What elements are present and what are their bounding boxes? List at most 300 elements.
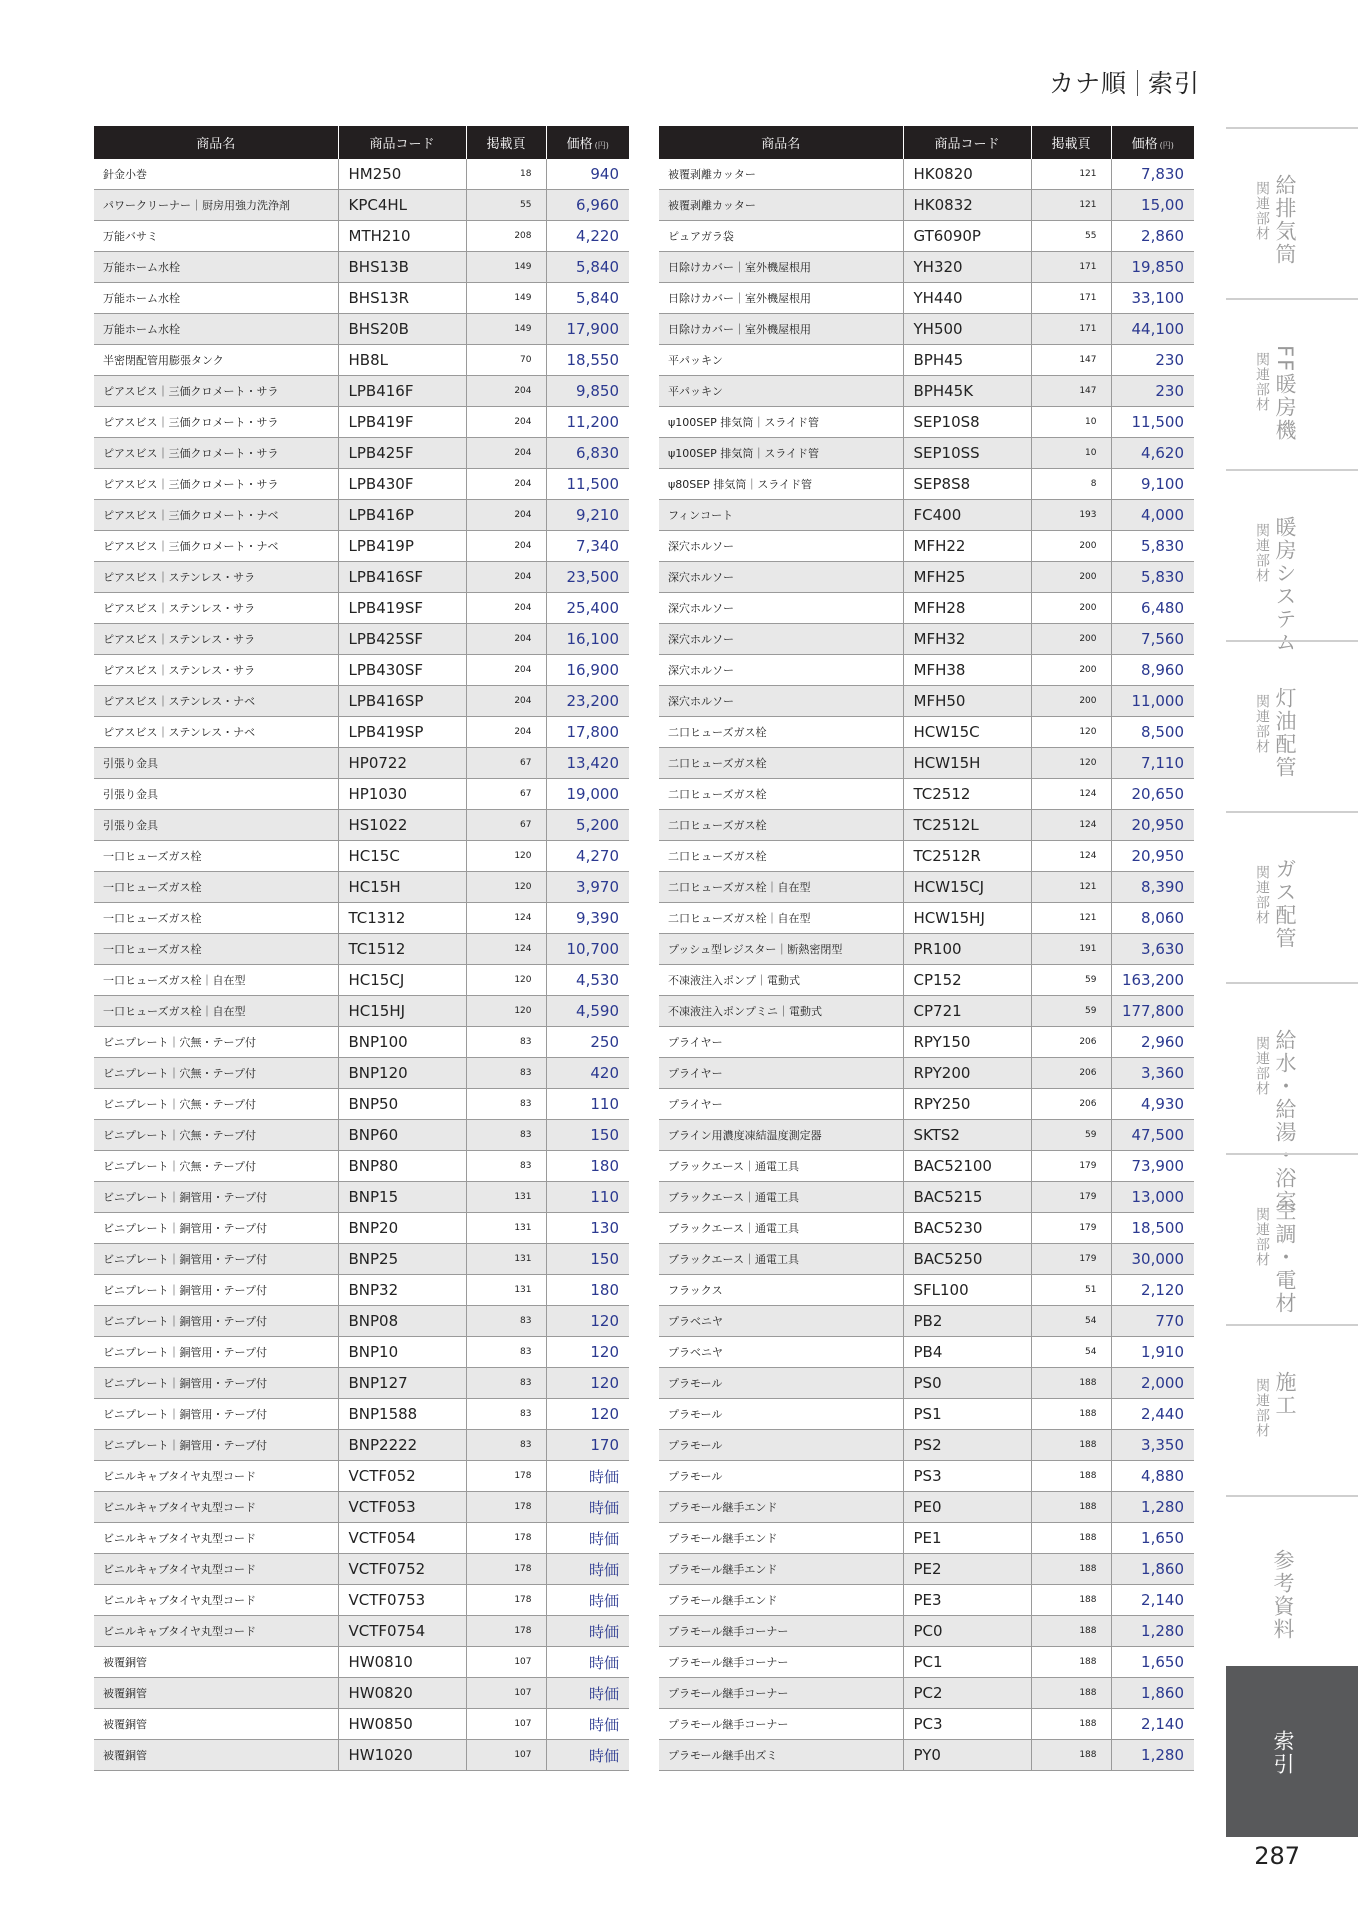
price-cell: 時価 [546, 1709, 629, 1740]
table-row [94, 655, 629, 686]
page-ref-cell: 120 [466, 841, 546, 872]
price-cell: 19,000 [546, 779, 629, 810]
price-cell: 18,550 [546, 345, 629, 376]
product-code-cell: MFH32 [903, 624, 1031, 655]
page-header [1000, 64, 1200, 100]
product-code-cell: PC3 [903, 1709, 1031, 1740]
product-name-cell: 深穴ホルソー [659, 686, 903, 717]
side-tab-label: 給水・給湯・浴室 [1273, 1029, 1297, 1213]
product-code-cell: RPY250 [903, 1089, 1031, 1120]
price-cell: 47,500 [1111, 1120, 1194, 1151]
product-code-cell: BNP50 [338, 1089, 466, 1120]
table-row [94, 779, 629, 810]
product-code-cell: BNP15 [338, 1182, 466, 1213]
product-code-cell: LPB416F [338, 376, 466, 407]
product-code-cell: LPB419F [338, 407, 466, 438]
side-tab-0[interactable] [1226, 127, 1358, 298]
product-code-cell: GT6090P [903, 221, 1031, 252]
page-ref-cell: 178 [466, 1616, 546, 1647]
product-name-cell: プラモール継手コーナー [659, 1678, 903, 1709]
side-tab-3[interactable] [1226, 640, 1358, 811]
page-ref-cell: 131 [466, 1244, 546, 1275]
side-tab-4[interactable] [1226, 811, 1358, 982]
side-tab-2[interactable] [1226, 469, 1358, 654]
product-name-cell: ピアスビス｜三価クロメート・サラ [94, 469, 338, 500]
table-row [659, 779, 1194, 810]
price-cell: 6,830 [546, 438, 629, 469]
product-name-cell: ピアスビス｜三価クロメート・ナベ [94, 500, 338, 531]
product-code-cell: PB2 [903, 1306, 1031, 1337]
table-row [94, 1182, 629, 1213]
table-row [94, 1058, 629, 1089]
product-name-cell: 日除けカバー｜室外機屋根用 [659, 283, 903, 314]
product-code-cell: YH500 [903, 314, 1031, 345]
page-ref-cell: 124 [466, 903, 546, 934]
price-cell: 420 [546, 1058, 629, 1089]
product-code-cell: VCTF052 [338, 1461, 466, 1492]
price-cell: 16,100 [546, 624, 629, 655]
page-ref-cell: 120 [466, 872, 546, 903]
product-code-cell: TC2512L [903, 810, 1031, 841]
product-name-cell: 二口ヒューズガス栓 [659, 810, 903, 841]
page-ref-cell: 149 [466, 252, 546, 283]
page-ref-cell: 131 [466, 1182, 546, 1213]
product-name-cell: ピアスビス｜三価クロメート・ナベ [94, 531, 338, 562]
product-name-cell: プライヤー [659, 1089, 903, 1120]
page-ref-cell: 200 [1031, 624, 1111, 655]
product-code-cell: HB8L [338, 345, 466, 376]
price-cell: 時価 [546, 1647, 629, 1678]
side-tab-sub-label: 関連部材 [1254, 352, 1270, 412]
page-ref-cell: 83 [466, 1306, 546, 1337]
product-code-cell: TC1312 [338, 903, 466, 934]
price-cell: 4,590 [546, 996, 629, 1027]
table-header-row [94, 126, 629, 159]
page-ref-cell: 171 [1031, 314, 1111, 345]
side-tab-7[interactable] [1226, 1324, 1358, 1495]
price-cell: 1,910 [1111, 1337, 1194, 1368]
price-cell: 163,200 [1111, 965, 1194, 996]
page-ref-cell: 188 [1031, 1368, 1111, 1399]
column-header-code: 商品コード [338, 126, 466, 159]
page-ref-cell: 204 [466, 438, 546, 469]
price-cell: 180 [546, 1275, 629, 1306]
table-row [94, 345, 629, 376]
table-row [94, 1709, 629, 1740]
page-ref-cell: 204 [466, 469, 546, 500]
product-name-cell: 被覆銅管 [94, 1647, 338, 1678]
page-ref-cell: 59 [1031, 965, 1111, 996]
page-ref-cell: 188 [1031, 1647, 1111, 1678]
product-name-cell: ピアスビス｜ステンレス・サラ [94, 655, 338, 686]
product-code-cell: YH320 [903, 252, 1031, 283]
page-ref-cell: 55 [1031, 221, 1111, 252]
page-ref-cell: 204 [466, 531, 546, 562]
product-name-cell: ビニルキャブタイヤ丸型コード [94, 1554, 338, 1585]
price-cell: 時価 [546, 1740, 629, 1771]
table-row [94, 1430, 629, 1461]
product-code-cell: HM250 [338, 159, 466, 190]
product-name-cell: 深穴ホルソー [659, 593, 903, 624]
table-row [659, 1089, 1194, 1120]
page-ref-cell: 188 [1031, 1554, 1111, 1585]
product-code-cell: PB4 [903, 1337, 1031, 1368]
page-ref-cell: 147 [1031, 376, 1111, 407]
index-table-left [94, 126, 629, 1771]
product-code-cell: VCTF053 [338, 1492, 466, 1523]
price-cell: 23,500 [546, 562, 629, 593]
page-ref-cell: 121 [1031, 159, 1111, 190]
page-ref-cell: 193 [1031, 500, 1111, 531]
price-cell: 110 [546, 1182, 629, 1213]
table-row [659, 1430, 1194, 1461]
table-row [659, 996, 1194, 1027]
price-cell: 30,000 [1111, 1244, 1194, 1275]
product-name-cell: 深穴ホルソー [659, 624, 903, 655]
price-cell: 1,280 [1111, 1616, 1194, 1647]
page-ref-cell: 121 [1031, 190, 1111, 221]
product-code-cell: MFH28 [903, 593, 1031, 624]
page-ref-cell: 147 [1031, 345, 1111, 376]
product-name-cell: ビニプレート｜銅管用・テープ付 [94, 1430, 338, 1461]
product-code-cell: HC15CJ [338, 965, 466, 996]
product-code-cell: BHS20B [338, 314, 466, 345]
price-cell: 770 [1111, 1306, 1194, 1337]
page-ref-cell: 120 [466, 965, 546, 996]
price-cell: 4,000 [1111, 500, 1194, 531]
table-row [94, 1523, 629, 1554]
product-code-cell: BAC5250 [903, 1244, 1031, 1275]
column-header-price-unit: (円) [594, 141, 609, 150]
table-row [94, 1306, 629, 1337]
side-tab-5[interactable] [1226, 982, 1358, 1213]
product-name-cell: 一口ヒューズガス栓 [94, 903, 338, 934]
product-code-cell: HK0820 [903, 159, 1031, 190]
product-code-cell: VCTF054 [338, 1523, 466, 1554]
product-code-cell: HW0850 [338, 1709, 466, 1740]
price-cell: 9,210 [546, 500, 629, 531]
page-ref-cell: 67 [466, 810, 546, 841]
header-divider [1137, 70, 1138, 96]
page-ref-cell: 83 [466, 1058, 546, 1089]
page-ref-cell: 121 [1031, 872, 1111, 903]
table-row [94, 1368, 629, 1399]
page-ref-cell: 200 [1031, 593, 1111, 624]
table-row [94, 965, 629, 996]
product-name-cell: プラモール継手コーナー [659, 1709, 903, 1740]
page-ref-cell: 124 [1031, 779, 1111, 810]
page-ref-cell: 204 [466, 500, 546, 531]
price-cell: 11,200 [546, 407, 629, 438]
table-row [659, 1709, 1194, 1740]
product-name-cell: 深穴ホルソー [659, 531, 903, 562]
price-cell: 120 [546, 1368, 629, 1399]
page-ref-cell: 121 [1031, 903, 1111, 934]
table-row [94, 1151, 629, 1182]
product-name-cell: 万能ホーム水栓 [94, 283, 338, 314]
price-cell: 時価 [546, 1616, 629, 1647]
page-ref-cell: 200 [1031, 531, 1111, 562]
product-name-cell: 引張り金具 [94, 748, 338, 779]
page-ref-cell: 188 [1031, 1399, 1111, 1430]
table-row [659, 159, 1194, 190]
price-cell: 5,830 [1111, 531, 1194, 562]
price-cell: 5,830 [1111, 562, 1194, 593]
product-name-cell: プラモール継手エンド [659, 1492, 903, 1523]
table-row [94, 407, 629, 438]
page-ref-cell: 206 [1031, 1027, 1111, 1058]
price-cell: 940 [546, 159, 629, 190]
page-ref-cell: 124 [1031, 841, 1111, 872]
product-code-cell: RPY150 [903, 1027, 1031, 1058]
column-header-price-unit: (円) [1159, 141, 1174, 150]
product-name-cell: 引張り金具 [94, 779, 338, 810]
product-name-cell: ビニプレート｜銅管用・テープ付 [94, 1399, 338, 1430]
page-ref-cell: 191 [1031, 934, 1111, 965]
price-cell: 150 [546, 1120, 629, 1151]
table-row [659, 1337, 1194, 1368]
table-row [659, 1523, 1194, 1554]
product-code-cell: BPH45K [903, 376, 1031, 407]
page-ref-cell: 204 [466, 407, 546, 438]
table-row [94, 469, 629, 500]
header-index: 索引 [1147, 69, 1200, 98]
price-cell: 4,620 [1111, 438, 1194, 469]
product-name-cell: 万能ホーム水栓 [94, 314, 338, 345]
table-row [659, 1213, 1194, 1244]
price-cell: 4,880 [1111, 1461, 1194, 1492]
page-ref-cell: 120 [466, 996, 546, 1027]
price-cell: 3,970 [546, 872, 629, 903]
page-ref-cell: 188 [1031, 1678, 1111, 1709]
product-name-cell: ビニプレート｜穴無・テープ付 [94, 1027, 338, 1058]
column-header-price [546, 126, 629, 159]
product-name-cell: フラックス [659, 1275, 903, 1306]
price-cell: 9,390 [546, 903, 629, 934]
price-cell: 25,400 [546, 593, 629, 624]
side-tab-6[interactable] [1226, 1153, 1358, 1324]
page-ref-cell: 83 [466, 1337, 546, 1368]
product-name-cell: 被覆銅管 [94, 1709, 338, 1740]
side-tab-label: 給排気筒 [1273, 174, 1297, 266]
side-tab-sub-label: 関連部材 [1254, 694, 1270, 754]
table-row [659, 1306, 1194, 1337]
table-row [659, 1275, 1194, 1306]
product-code-cell: BAC5215 [903, 1182, 1031, 1213]
table-row [659, 655, 1194, 686]
table-row [94, 1492, 629, 1523]
table-row [659, 748, 1194, 779]
table-row [659, 221, 1194, 252]
price-cell: 2,440 [1111, 1399, 1194, 1430]
side-tab-label: 施工 [1273, 1371, 1297, 1417]
product-name-cell: ビニプレート｜穴無・テープ付 [94, 1120, 338, 1151]
product-name-cell: ブラックエース｜通電工具 [659, 1213, 903, 1244]
product-name-cell: プラベニヤ [659, 1337, 903, 1368]
price-cell: 17,800 [546, 717, 629, 748]
table-row [659, 686, 1194, 717]
product-name-cell: 被覆銅管 [94, 1678, 338, 1709]
table-row [94, 717, 629, 748]
page-ref-cell: 179 [1031, 1151, 1111, 1182]
product-code-cell: BAC5230 [903, 1213, 1031, 1244]
table-row [94, 159, 629, 190]
table-row [94, 314, 629, 345]
product-name-cell: 二口ヒューズガス栓 [659, 841, 903, 872]
price-cell: 23,200 [546, 686, 629, 717]
product-code-cell: PE2 [903, 1554, 1031, 1585]
side-tab-1[interactable] [1226, 298, 1358, 469]
product-code-cell: BNP120 [338, 1058, 466, 1089]
page-ref-cell: 200 [1031, 562, 1111, 593]
price-cell: 1,280 [1111, 1492, 1194, 1523]
column-header-code: 商品コード [903, 126, 1031, 159]
table-row [94, 190, 629, 221]
product-code-cell: BNP08 [338, 1306, 466, 1337]
product-code-cell: BHS13R [338, 283, 466, 314]
product-code-cell: MFH50 [903, 686, 1031, 717]
product-name-cell: 被覆剥離カッター [659, 159, 903, 190]
page-ref-cell: 10 [1031, 407, 1111, 438]
table-row [94, 686, 629, 717]
product-code-cell: SKTS2 [903, 1120, 1031, 1151]
column-header-page: 掲載頁 [466, 126, 546, 159]
product-name-cell: ピアスビス｜ステンレス・ナベ [94, 686, 338, 717]
product-code-cell: SEP10SS [903, 438, 1031, 469]
table-body-left [94, 159, 629, 1771]
table-row [659, 934, 1194, 965]
page-ref-cell: 204 [466, 562, 546, 593]
price-cell: 3,630 [1111, 934, 1194, 965]
product-code-cell: TC2512R [903, 841, 1031, 872]
price-cell: 9,100 [1111, 469, 1194, 500]
table-row [659, 1027, 1194, 1058]
page-ref-cell: 83 [466, 1027, 546, 1058]
table-row [94, 1461, 629, 1492]
page-ref-cell: 107 [466, 1678, 546, 1709]
page-ref-cell: 54 [1031, 1337, 1111, 1368]
product-code-cell: PY0 [903, 1740, 1031, 1771]
price-cell: 3,360 [1111, 1058, 1194, 1089]
price-cell: 15,00 [1111, 190, 1194, 221]
page-ref-cell: 171 [1031, 283, 1111, 314]
product-name-cell: 一口ヒューズガス栓 [94, 934, 338, 965]
price-cell: 20,950 [1111, 841, 1194, 872]
table-row [94, 221, 629, 252]
side-tab-9[interactable] [1226, 1666, 1358, 1837]
price-cell: 7,340 [546, 531, 629, 562]
side-tab-sub-label: 関連部材 [1254, 1207, 1270, 1267]
product-name-cell: プラモール継手コーナー [659, 1616, 903, 1647]
product-code-cell: FC400 [903, 500, 1031, 531]
product-code-cell: LPB419SF [338, 593, 466, 624]
page-ref-cell: 124 [466, 934, 546, 965]
price-cell: 1,650 [1111, 1647, 1194, 1678]
side-tab-label: 暖房システム [1273, 516, 1297, 654]
product-code-cell: PS2 [903, 1430, 1031, 1461]
product-name-cell: ビニプレート｜穴無・テープ付 [94, 1089, 338, 1120]
product-code-cell: PC0 [903, 1616, 1031, 1647]
table-row [659, 1461, 1194, 1492]
price-cell: 20,650 [1111, 779, 1194, 810]
price-cell: 250 [546, 1027, 629, 1058]
price-cell: 2,140 [1111, 1709, 1194, 1740]
side-tab-sub-label: 関連部材 [1254, 865, 1270, 925]
price-cell: 1,860 [1111, 1678, 1194, 1709]
product-code-cell: MFH38 [903, 655, 1031, 686]
price-cell: 230 [1111, 345, 1194, 376]
page-ref-cell: 208 [466, 221, 546, 252]
price-cell: 33,100 [1111, 283, 1194, 314]
index-table-right [659, 126, 1194, 1771]
price-cell: 5,840 [546, 252, 629, 283]
product-name-cell: ビニプレート｜銅管用・テープ付 [94, 1368, 338, 1399]
product-name-cell: プッシュ型レジスター｜断熱密閉型 [659, 934, 903, 965]
product-code-cell: BNP2222 [338, 1430, 466, 1461]
product-name-cell: ブライン用濃度凍結温度測定器 [659, 1120, 903, 1151]
price-cell: 6,480 [1111, 593, 1194, 624]
product-code-cell: KPC4HL [338, 190, 466, 221]
side-tab-label: ガス配管 [1273, 858, 1297, 950]
page-ref-cell: 107 [466, 1647, 546, 1678]
table-row [94, 1120, 629, 1151]
side-tab-sub-label: 関連部材 [1254, 181, 1270, 241]
table-row [659, 1740, 1194, 1771]
product-code-cell: HCW15C [903, 717, 1031, 748]
product-name-cell: 被覆銅管 [94, 1740, 338, 1771]
product-code-cell: VCTF0754 [338, 1616, 466, 1647]
page-ref-cell: 178 [466, 1523, 546, 1554]
product-name-cell: プライヤー [659, 1027, 903, 1058]
price-cell: 8,060 [1111, 903, 1194, 934]
price-cell: 2,960 [1111, 1027, 1194, 1058]
table-row [94, 593, 629, 624]
table-row [659, 903, 1194, 934]
product-name-cell: ピアスビス｜三価クロメート・サラ [94, 407, 338, 438]
product-code-cell: PS0 [903, 1368, 1031, 1399]
table-row [94, 903, 629, 934]
price-cell: 7,110 [1111, 748, 1194, 779]
table-row [94, 1647, 629, 1678]
table-row [94, 934, 629, 965]
product-code-cell: HCW15H [903, 748, 1031, 779]
table-row [659, 1120, 1194, 1151]
table-row [659, 376, 1194, 407]
product-code-cell: CP721 [903, 996, 1031, 1027]
table-row [659, 1678, 1194, 1709]
price-cell: 2,140 [1111, 1585, 1194, 1616]
price-cell: 3,350 [1111, 1430, 1194, 1461]
side-tab-label: 灯油配管 [1273, 687, 1297, 779]
page-ref-cell: 67 [466, 779, 546, 810]
product-code-cell: BNP100 [338, 1027, 466, 1058]
price-cell: 8,960 [1111, 655, 1194, 686]
product-code-cell: LPB416SP [338, 686, 466, 717]
table-row [659, 1244, 1194, 1275]
product-name-cell: プラモール [659, 1368, 903, 1399]
table-row [659, 252, 1194, 283]
product-code-cell: VCTF0752 [338, 1554, 466, 1585]
table-row [94, 1585, 629, 1616]
side-tab-sub-label: 関連部材 [1254, 523, 1270, 583]
product-name-cell: ブラックエース｜通電工具 [659, 1151, 903, 1182]
side-tab-8[interactable] [1226, 1495, 1358, 1666]
side-tab-label: 参考資料 [1271, 1549, 1295, 1641]
price-cell: 17,900 [546, 314, 629, 345]
page-ref-cell: 149 [466, 283, 546, 314]
product-name-cell: プラモール継手コーナー [659, 1647, 903, 1678]
column-header-price-label: 価格 [1131, 137, 1158, 152]
